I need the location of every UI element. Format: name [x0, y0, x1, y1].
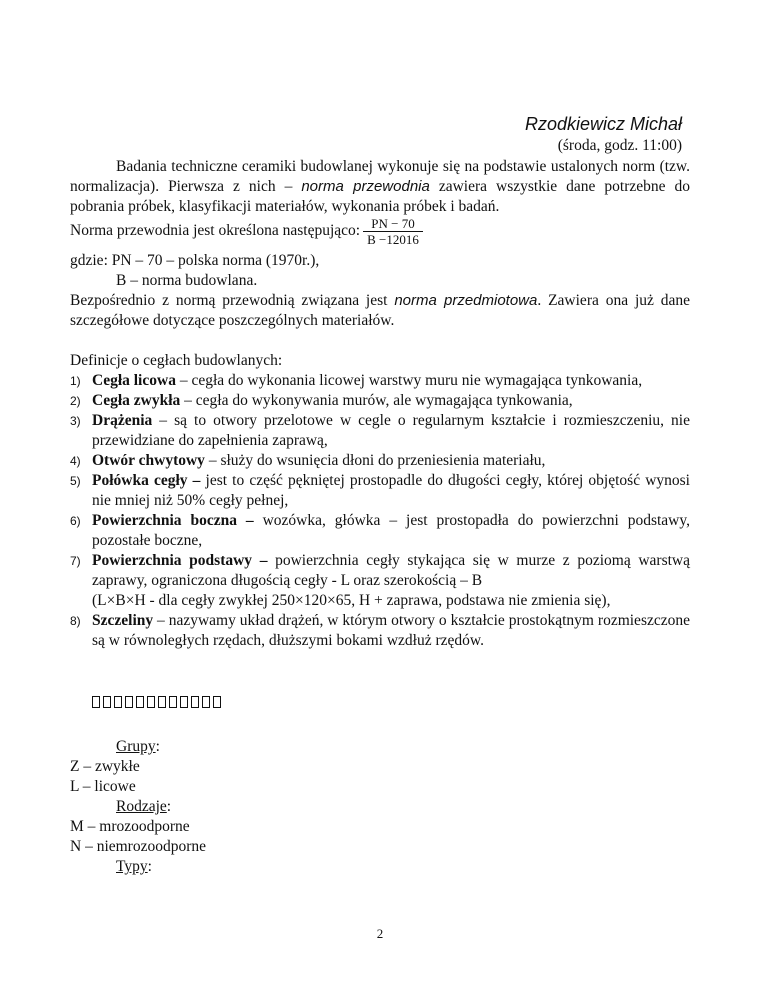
types-heading: Typy: [116, 858, 152, 875]
definition-item [70, 611, 690, 651]
definition-term: Drążenia [92, 412, 153, 429]
definition-term: Cegła licowa [92, 372, 176, 389]
definition-item [70, 511, 690, 551]
subject-norm-paragraph [70, 291, 690, 331]
definition-text: – są to otwory przelotowe w cegle o regularnym kształcie i rozmieszczeniu, nie przewidziane do zapełnienia zaprawą, [92, 412, 690, 449]
fraction-denominator: B −12016 [367, 232, 419, 247]
group-item: Z – zwykłe [70, 758, 140, 775]
definitions-title: Definicje o cegłach budowlanych: [70, 352, 283, 369]
subject-emphasis: norma przedmiotowa [394, 292, 538, 309]
missing-glyph-box [114, 696, 122, 708]
definition-text: – cegła do wykonania licowej warstwy muru nie wymagająca tynkowania, [175, 372, 643, 389]
where-pn: gdzie: PN – 70 – polska norma (1970r.), [70, 252, 320, 269]
author-name: Rzodkiewicz Michał [524, 114, 682, 134]
fraction-numerator: PN − 70 [363, 216, 423, 232]
definition-text: – służy do wsunięcia dłoni do przeniesienia materiału, [204, 452, 546, 469]
missing-glyph-box [202, 696, 210, 708]
definition-extra: (L×B×H - dla cegły zwykłej 250×120×65, H + zaprawa, podstawa nie zmienia się), [92, 592, 611, 609]
placeholder-glyphs [92, 694, 221, 710]
formula-lead: Norma przewodnia jest określona następująco: [70, 222, 361, 240]
definition-item [70, 451, 690, 471]
missing-glyph-box [125, 696, 133, 708]
intro-paragraph [70, 157, 690, 217]
definition-item [70, 391, 690, 411]
missing-glyph-box [158, 696, 166, 708]
formula-line [70, 216, 690, 247]
intro-text-end: zawiera wszystkie dane potrzebne do pobrania próbek, klasyfikacji materiałów, wykonania próbek i badań. [70, 178, 690, 215]
definition-item [70, 551, 690, 611]
definition-term: Powierzchnia podstawy – [92, 552, 268, 569]
definition-term: Powierzchnia boczna – [92, 512, 254, 529]
definition-item [70, 371, 690, 391]
types-title: Typy [116, 858, 148, 875]
definition-term: Szczeliny [92, 612, 154, 629]
definition-text: – nazywamy układ drążeń, w którym otwory o kształcie prostokątnym rozmieszczone są w równoległych rzędach, dłuższymi bokami wzdłuż rzędów. [92, 612, 690, 649]
missing-glyph-box [136, 696, 144, 708]
definition-term: Cegła zwykła [92, 392, 181, 409]
definition-text: – cegła do wykonywania murów, ale wymagająca tynkowania, [180, 392, 573, 409]
kind-item: N – niemrozoodporne [70, 838, 207, 855]
intro-text-start: Badania techniczne ceramiki budowlanej wykonuje się na podstawie ustalonych norm (tzw. normalizacja). Pierwsza z nich – [70, 158, 690, 195]
kinds-heading: Rodzaje: [116, 798, 172, 815]
definition-item [70, 471, 690, 511]
groups-heading: Grupy: [116, 738, 160, 755]
kind-item: M – mrozoodporne [70, 818, 190, 835]
missing-glyph-box [191, 696, 199, 708]
norm-fraction [363, 216, 423, 247]
kinds-title: Rodzaje [116, 798, 167, 815]
intro-emphasis: norma przewodnia [301, 178, 430, 195]
definition-number: 2) [70, 394, 81, 408]
definition-text: powierzchnia cegły stykająca się w murze z poziomą warstwą zaprawy, ograniczona długością cegły - L oraz szerokością – B [92, 552, 690, 589]
subject-text-end: . Zawiera ona już dane szczegółowe dotyczące poszczególnych materiałów. [70, 292, 690, 329]
definition-term: Otwór chwytowy [92, 452, 205, 469]
definition-text: jest to część pękniętej prostopadle do długości cegły, której objętość wynosi nie mniej niż 50% cegły pełnej, [92, 472, 690, 509]
subject-text-start: Bezpośrednio z normą przewodnią związana jest [70, 292, 395, 309]
definitions-list [70, 371, 690, 651]
definition-number: 5) [70, 474, 81, 488]
missing-glyph-box [169, 696, 177, 708]
definition-item [70, 411, 690, 451]
page-number: 2 [376, 926, 384, 941]
missing-glyph-box [92, 696, 100, 708]
definition-number: 3) [70, 414, 81, 428]
groups-title: Grupy [116, 738, 156, 755]
schedule-note: (środa, godz. 11:00) [557, 137, 682, 154]
group-item: L – licowe [70, 778, 136, 795]
missing-glyph-box [147, 696, 155, 708]
definition-text: wozówka, główka – jest prostopadła do powierzchni podstawy, pozostałe boczne, [92, 512, 690, 549]
missing-glyph-box [103, 696, 111, 708]
definition-number: 7) [70, 554, 81, 568]
definition-number: 8) [70, 614, 81, 628]
definition-number: 6) [70, 514, 81, 528]
missing-glyph-box [180, 696, 188, 708]
where-b: B – norma budowlana. [116, 272, 258, 289]
missing-glyph-box [213, 696, 221, 708]
definition-term: Połówka cegły – [92, 472, 201, 489]
definition-number: 1) [70, 374, 81, 388]
definition-number: 4) [70, 454, 81, 468]
